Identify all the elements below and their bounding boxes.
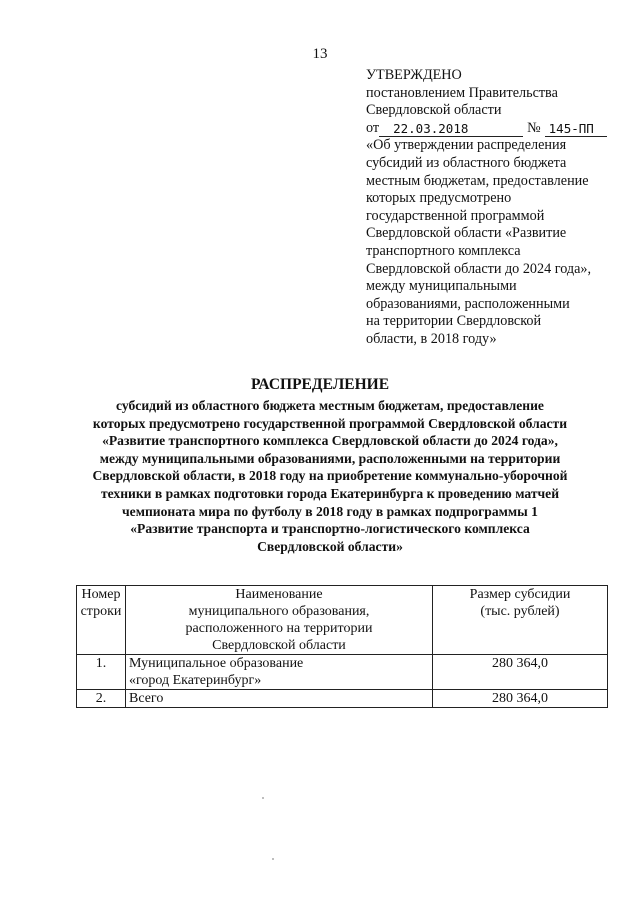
header-cell-number: Номер строки (77, 586, 126, 655)
distribution-table (76, 585, 608, 708)
row-name: Муниципальное образование «город Екатеринбург» (126, 655, 433, 690)
approval-line: между муниципальными (366, 278, 517, 295)
subtitle-line: Свердловской области, в 2018 году на приобретение коммунально-уборочной (92, 468, 568, 484)
subtitle-line: субсидий из областного бюджета местным бюджетам, предоставление (116, 398, 544, 413)
subtitle-line: Свердловской области» (257, 538, 403, 554)
approval-stamp (366, 67, 628, 349)
table-row (77, 690, 608, 708)
approval-number: 145-ПП (545, 122, 607, 137)
document-subtitle (60, 397, 600, 555)
approval-line: Свердловской области (366, 102, 502, 119)
approval-line: местным бюджетам, предоставление (366, 172, 589, 189)
subtitle-line: между муниципальными образованиями, расположенными на территории (99, 450, 561, 466)
table-row (77, 655, 608, 690)
subtitle-line: «Развитие транспорта и транспортно-логистического комплекса (130, 521, 530, 537)
approval-line: «Об утверждении распределения (366, 137, 567, 154)
approval-line: которых предусмотрено (366, 190, 512, 207)
approval-date: 22.03.2018 (379, 122, 523, 137)
approval-line: Свердловской области «Развитие (366, 225, 567, 242)
date-prefix: от (366, 119, 380, 136)
approval-date-line (366, 120, 628, 138)
approval-line: Свердловской области до 2024 года», (366, 260, 592, 277)
row-amount: 280 364,0 (433, 690, 608, 708)
approval-line: образованиями, расположенными (366, 295, 570, 312)
row-number: 2. (77, 690, 126, 708)
row-name: Всего (126, 690, 433, 708)
approval-line: на территории Свердловской (366, 313, 542, 330)
approval-line: транспортного комплекса (366, 242, 521, 259)
approval-line: субсидий из областного бюджета (366, 154, 567, 171)
subtitle-line: техники в рамках подготовки города Екатеринбурга к проведению матчей (100, 485, 560, 501)
header-cell-amount: Размер субсидии (тыс. рублей) (433, 586, 608, 655)
number-prefix: № (527, 119, 541, 136)
approval-heading: УТВЕРЖДЕНО (366, 67, 462, 83)
document-title: РАСПРЕДЕЛЕНИЕ (250, 376, 390, 393)
page-number: 13 (312, 46, 328, 62)
scan-speck (262, 797, 264, 799)
scan-speck (272, 858, 274, 860)
row-number: 1. (77, 655, 126, 690)
approval-line: области, в 2018 году» (366, 330, 497, 347)
table-header-row (77, 586, 608, 655)
header-cell-name: Наименование муниципального образования, расположенного на территории Свердловской области (126, 586, 433, 655)
subtitle-line: которых предусмотрено государственной программой Свердловской области (92, 415, 568, 431)
subtitle-line: чемпионата мира по футболу в 2018 году в рамках подпрограммы 1 (122, 503, 538, 519)
subtitle-line: «Развитие транспортного комплекса Свердловской области до 2024 года», (102, 433, 558, 449)
approval-line: постановлением Правительства (366, 84, 558, 101)
row-amount: 280 364,0 (433, 655, 608, 690)
approval-line: государственной программой (366, 207, 545, 224)
